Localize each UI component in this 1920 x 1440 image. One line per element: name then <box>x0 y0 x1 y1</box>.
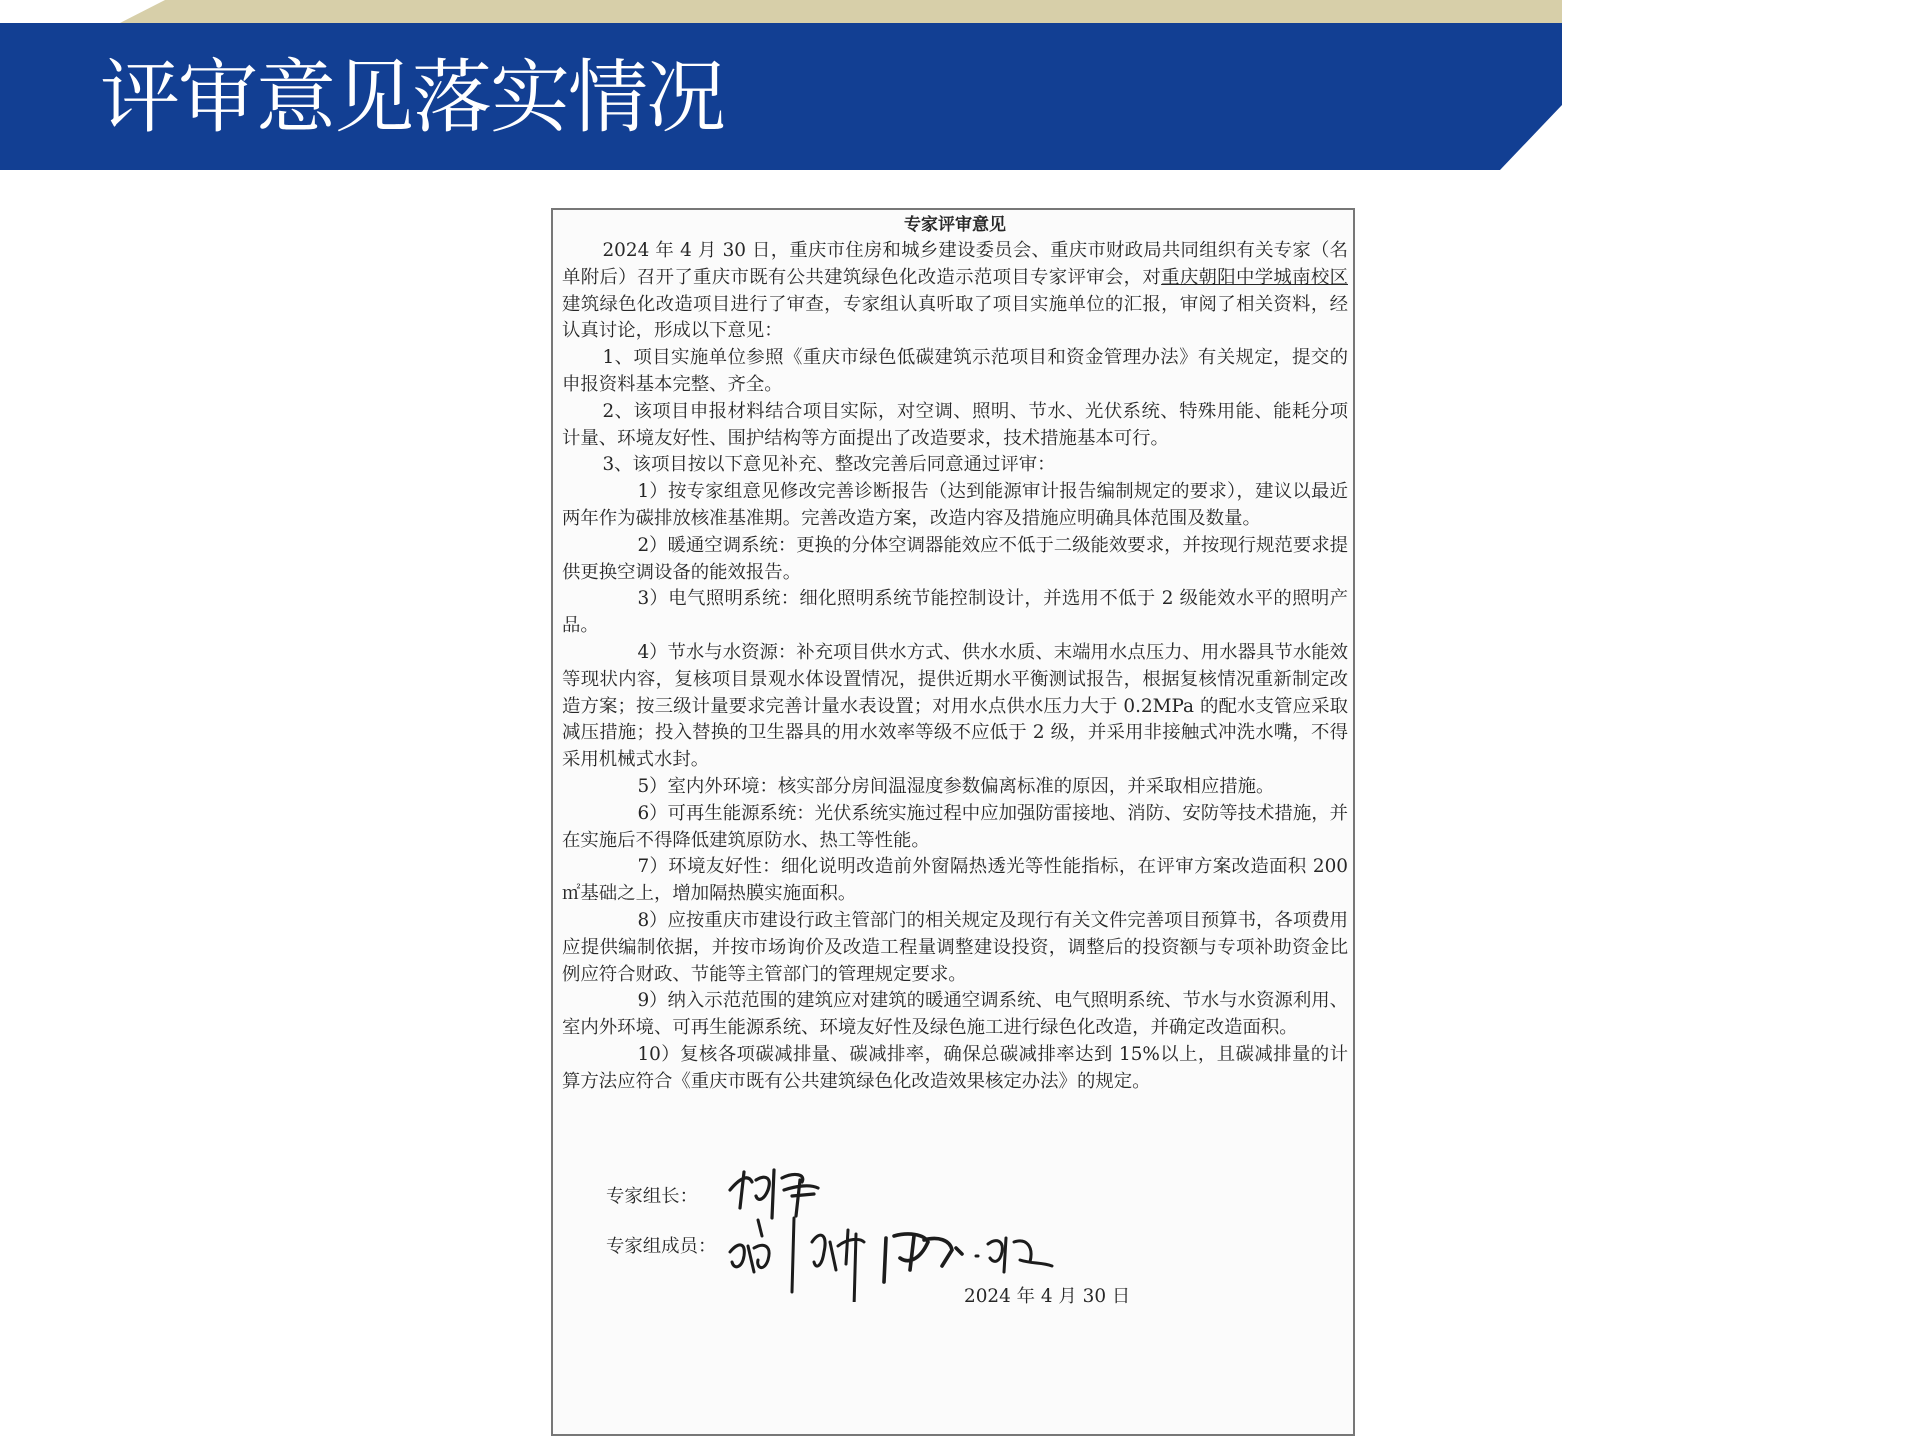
opinion-item-3: 3、该项目按以下意见补充、整改完善后同意通过评审： <box>602 454 1056 476</box>
opinion-subitem-2: 2）暖通空调系统：更换的分体空调器能效应不低于二级能效要求，并按现行规范要求提供更换空调设备的能效报告。 <box>562 534 1348 583</box>
opinion-subitem-4: 4）节水与水资源：补充项目供水方式、供水水质、末端用水点压力、用水器具节水能效等现状内容，复核项目景观水体设置情况，提供近期水平衡测试报告，根据复核情况重新制定改造方案；按三级计量要求完善计量水表设置；对用水点供水压力大于 0.2MPa 的配水支管应采取减压措施；投入替换的卫生器具的用水效率等级不应低于 2 级，并采用非接触式冲洗水嘴，不得采用机械式水封。 <box>562 641 1348 771</box>
document-heading: 专家评审意见 <box>904 215 1006 235</box>
document-intro <box>562 238 1348 345</box>
opinion-item-1: 1、项目实施单位参照《重庆市绿色低碳建筑示范项目和资金管理办法》有关规定，提交的申报资料基本完整、齐全。 <box>562 347 1348 395</box>
members-label: 专家组成员： <box>606 1236 717 1257</box>
opinion-subitem-6: 6）可再生能源系统：光伏系统实施过程中应加强防雷接地、消防、安防等技术措施，并在实施后不得降低建筑原防水、热工等性能。 <box>562 802 1348 851</box>
opinion-item-2: 2、该项目申报材料结合项目实际，对空调、照明、节水、光伏系统、特殊用能、能耗分项计量、环境友好性、围护结构等方面提出了改造要求，技术措施基本可行。 <box>562 400 1348 449</box>
opinion-subitem-9: 9）纳入示范范围的建筑应对建筑的暖通空调系统、电气照明系统、节水与水资源利用、室内外环境、可再生能源系统、环境友好性及绿色施工进行绿色化改造，并确定改造面积。 <box>562 990 1348 1039</box>
opinion-subitem-5: 5）室内外环境：核实部分房间温湿度参数偏离标准的原因，并采取相应措施。 <box>637 775 1275 797</box>
leader-label: 专家组长： <box>606 1186 698 1207</box>
slide-title: 评审意见落实情况 <box>100 51 724 144</box>
intro-text-after: 建筑绿色化改造项目进行了审查，专家组认真听取了项目实施单位的汇报，审阅了相关资料，经认真讨论，形成以下意见： <box>562 293 1348 342</box>
leader-signature <box>722 1160 832 1220</box>
opinion-subitem-8: 8）应按重庆市建设行政主管部门的相关规定及现行有关文件完善项目预算书，各项费用应提供编制依据，并按市场询价及改造工程量调整建设投资，调整后的投资额与专项补助资金比例应符合财政、节能等主管部门的管理规定要求。 <box>562 909 1348 985</box>
opinion-subitem-3: 3）电气照明系统：细化照明系统节能控制设计，并选用不低于 2 级能效水平的照明产品。 <box>562 588 1348 637</box>
project-name: 重庆朝阳中学城南校区 <box>1161 266 1348 288</box>
opinion-subitem-10: 10）复核各项碳减排量、碳减排率，确保总碳减排率达到 15%以上，且碳减排量的计算方法应符合《重庆市既有公共建筑绿色化改造效果核定办法》的规定。 <box>562 1043 1348 1092</box>
decorative-top-band <box>0 0 1562 23</box>
opinion-subitem-7: 7）环境友好性：细化说明改造前外窗隔热透光等性能指标，在评审方案改造面积 200 ㎡基础之上，增加隔热膜实施面积。 <box>562 856 1348 905</box>
scanned-document <box>562 208 1348 1096</box>
opinion-subitem-1: 1）按专家组意见修改完善诊断报告（达到能源审计报告编制规定的要求），建议以最近两年作为碳排放核准基准期。完善改造方案，改造内容及措施应明确具体范围及数量。 <box>562 481 1348 529</box>
signature-date: 2024 年 4 月 30 日 <box>964 1286 1131 1307</box>
signature-area <box>606 1160 1206 1320</box>
intro-text-before: 2024 年 4 月 30 日，重庆市住房和城乡建设委员会、重庆市财政局共同组织有关专家（名单附后）召开了重庆市既有公共建筑绿色化改造示范项目专家评审会，对 <box>562 240 1348 288</box>
